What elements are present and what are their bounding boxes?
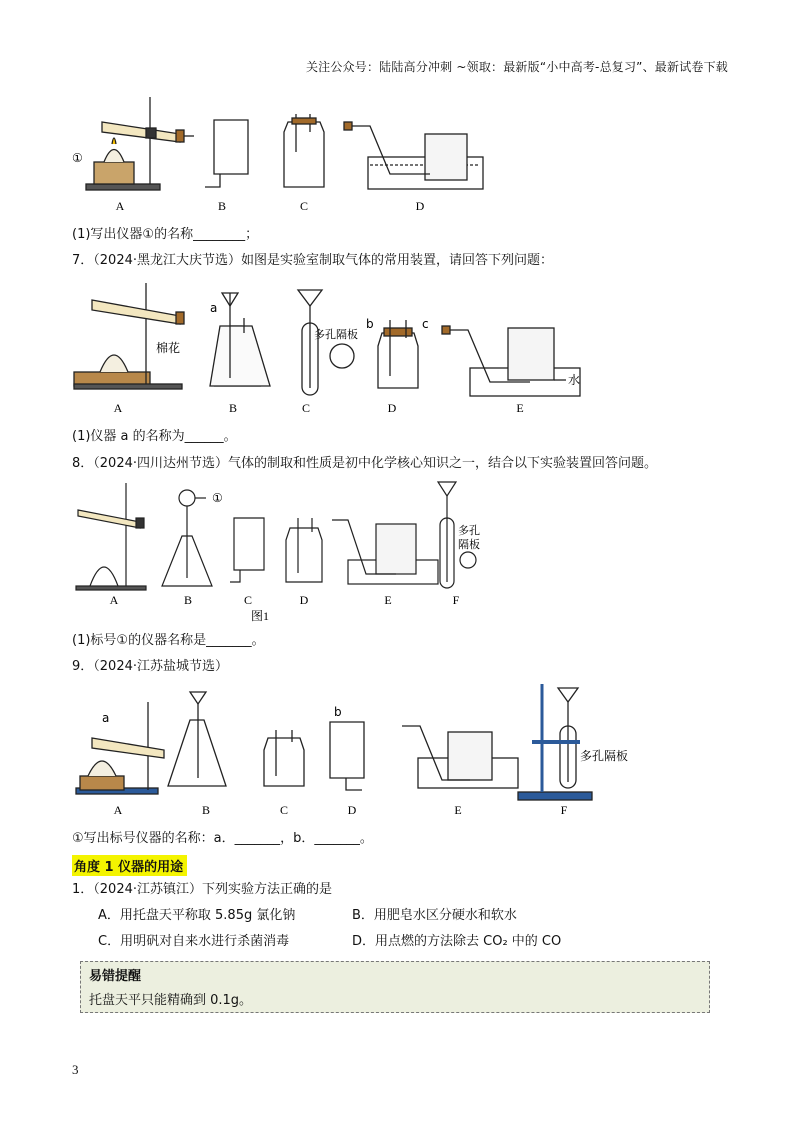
label-c-marker: c xyxy=(422,317,429,331)
label-f: F xyxy=(560,803,568,817)
label-b: B xyxy=(183,593,193,607)
q7-stem: 7．（2024·黑龙江大庆节选）如图是实验室制取气体的常用装置，请回答下列问题： xyxy=(72,253,553,268)
q7-sub-question: (1)仪器 a 的名称为______。 xyxy=(72,429,237,444)
apparatus-figure-q8 xyxy=(70,478,500,628)
label-b: B xyxy=(228,401,238,415)
label-e: E xyxy=(516,401,524,415)
q1-stem: 1．（2024·江苏镇江）下列实验方法正确的是 xyxy=(72,882,332,897)
label-porous-1: 多孔 xyxy=(458,524,480,537)
label-c: C xyxy=(299,199,309,213)
tip-title: 易错提醒 xyxy=(89,969,142,984)
label-porous-plate: 多孔隔板 xyxy=(580,749,629,763)
label-b: B xyxy=(201,803,211,817)
label-d: D xyxy=(347,803,357,817)
section-heading: 角度 1 仪器的用途 xyxy=(72,855,187,876)
label-e: E xyxy=(384,593,392,607)
label-c: C xyxy=(243,593,253,607)
label-d: D xyxy=(299,593,309,607)
label-a: A xyxy=(115,199,125,213)
label-marker-1: ① xyxy=(72,151,83,165)
apparatus-figure-q9 xyxy=(70,680,630,828)
q9-sub-question: ①写出标号仪器的名称：a．_______，b．_______。 xyxy=(72,831,373,846)
label-c: C xyxy=(301,401,311,415)
option-c[interactable]: C．用明矾对自来水进行杀菌消毒 xyxy=(98,934,290,949)
label-water: 水 xyxy=(568,373,581,387)
figure-caption: 图1 xyxy=(250,609,270,623)
q8-sub-question: (1)标号①的仪器名称是_______。 xyxy=(72,633,265,648)
label-b-marker: b xyxy=(366,317,374,331)
q6-sub-question: (1)写出仪器①的名称________； xyxy=(72,227,259,242)
label-c: C xyxy=(279,803,289,817)
page-number: 3 xyxy=(72,1062,79,1077)
label-cotton: 棉花 xyxy=(156,341,181,355)
apparatus-figure-q7 xyxy=(70,278,590,426)
label-d: D xyxy=(415,199,425,213)
label-d: D xyxy=(387,401,397,415)
label-a: A xyxy=(113,803,123,817)
error-tip-box xyxy=(80,961,710,1013)
label-a-marker: a xyxy=(210,301,218,315)
label-porous-plate: 多孔隔板 xyxy=(314,328,358,341)
option-d[interactable]: D．用点燃的方法除去 CO₂ 中的 CO xyxy=(352,934,562,949)
tip-body: 托盘天平只能精确到 0.1g。 xyxy=(89,993,253,1008)
label-a: A xyxy=(113,401,123,415)
label-b-marker: b xyxy=(334,705,342,719)
label-a-marker: a xyxy=(102,711,110,725)
label-a: A xyxy=(109,593,119,607)
label-marker-1: ① xyxy=(212,491,223,505)
q9-stem: 9．（2024·江苏盐城节选） xyxy=(72,659,228,674)
page-header: 关注公众号：陆陆高分冲刺 ~领取：最新版“小中高考-总复习”、最新试卷下载 xyxy=(305,60,728,74)
label-f: F xyxy=(452,593,460,607)
q8-stem: 8．（2024·四川达州节选）气体的制取和性质是初中化学核心知识之一，结合以下实验装置回答问题。 xyxy=(72,456,657,471)
option-b[interactable]: B．用肥皂水区分硬水和软水 xyxy=(352,908,517,923)
label-e: E xyxy=(454,803,462,817)
apparatus-figure-1 xyxy=(70,92,490,217)
label-b: B xyxy=(217,199,227,213)
label-porous-2: 隔板 xyxy=(458,538,480,551)
option-a[interactable]: A．用托盘天平称取 5.85g 氯化钠 xyxy=(98,908,296,923)
